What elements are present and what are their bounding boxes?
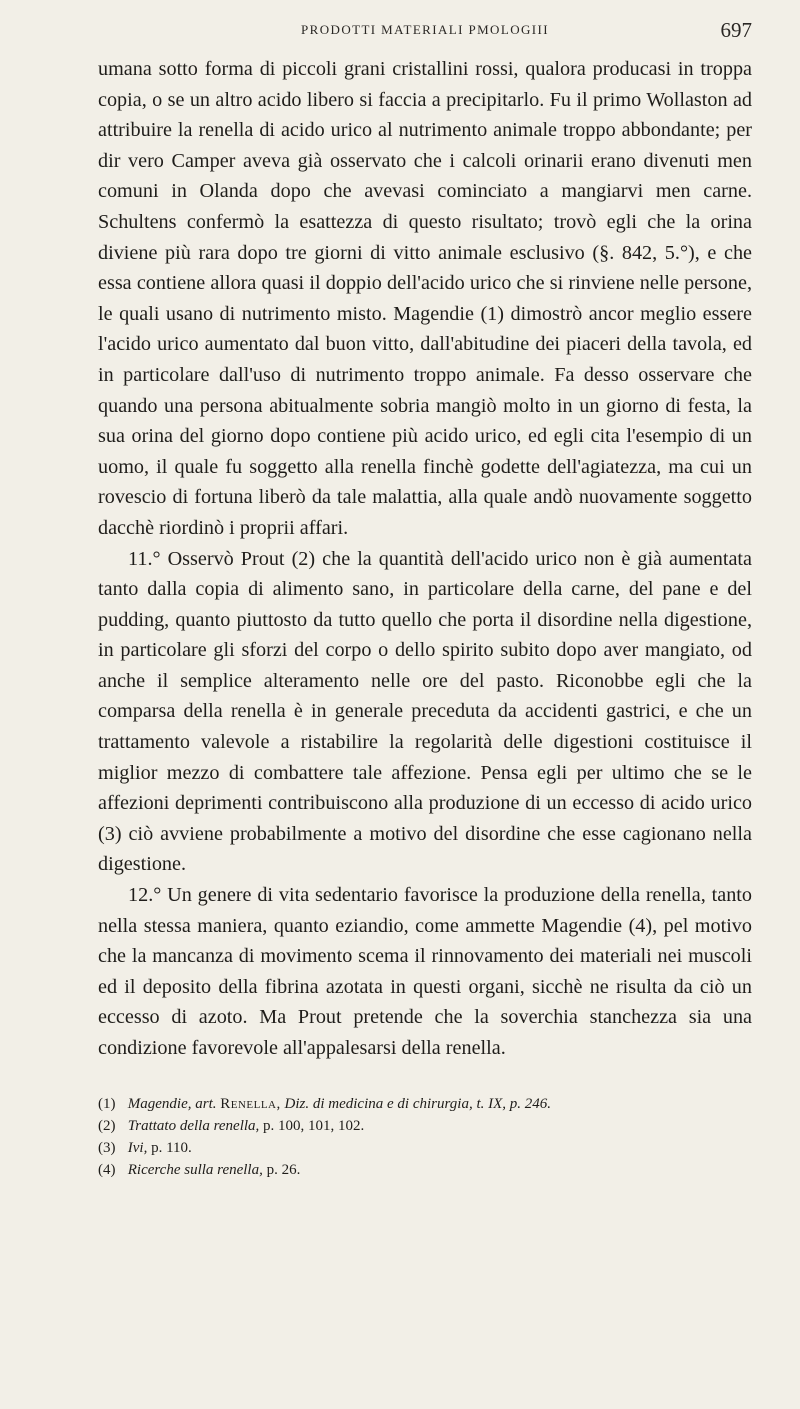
footnote-author: Magendie, art. bbox=[127, 1095, 217, 1112]
footnote-work: Trattato della renella, bbox=[127, 1117, 260, 1134]
footnote-number: (1) bbox=[98, 1095, 116, 1112]
footnote-3 bbox=[98, 1138, 752, 1159]
footnote-1 bbox=[98, 1094, 752, 1115]
paragraph-12: 12.° Un genere di vita sedentario favorisce la produzione della renella, tanto nella stessa maniera, quanto eziandio, come ammette Magendie (4), pel motivo che la mancanza di movimento scema il rinnovamento dei materiali nei muscoli ed il deposito della fibrina azotata in questi organi, sicchè ne risulta da ciò un eccesso di azoto. Ma Prout pretende che la soverchia stanchezza sia una condizione favorevole all'appalesarsi della renella. bbox=[98, 884, 752, 1059]
footnote-ref: p. 100, 101, 102. bbox=[263, 1117, 365, 1134]
footnote-4 bbox=[98, 1160, 752, 1181]
footnote-ref: p. 26. bbox=[266, 1161, 301, 1178]
running-head bbox=[98, 18, 752, 52]
footnote-ref: t. IX, p. 246. bbox=[476, 1095, 552, 1112]
paragraph-continuation: umana sotto forma di piccoli grani cristallini rossi, qualora producasi in troppa copia, o se un altro acido libero si faccia a precipitarlo. Fu il primo Wollaston ad attribuire la renella di acido urico al nutrimento animale troppo abbondante; per dir vero Camper aveva già osservato che i calcoli orinarii erano divenuti men comuni in Olanda dopo che avevasi cominciato a mangiarvi men carne. Schultens confermò la esattezza di questo risultato; trovò egli che la orina diviene più rara dopo tre giorni di vitto animale esclusivo (§. 842, 5.°), e che essa contiene allora quasi il doppio dell'acido urico che si rinviene nelle persone, le quali usano di nutrimento misto. Magendie (1) dimostrò ancor meglio essere l'acido urico aumentato dal buon vitto, dall'abitudine dei piaceri della tavola, ed in particolare dall'uso di nutrimento troppo animale. Fa desso osservare che quando una persona abitualmente sobria mangiò molto in un giorno di festa, la sua orina del giorno dopo contiene più acido urico, ed egli cita l'esempio di un uomo, il quale fu soggetto alla renella finchè godette dell'agiatezza, ma cui un rovescio di fortuna liberò da tale malattia, alla quale andò nuovamente soggetto dacchè riordinò i proprii affari. bbox=[98, 58, 752, 539]
footnote-editor: Renella, bbox=[220, 1095, 281, 1112]
page-number: 697 bbox=[720, 18, 752, 42]
footnote-2 bbox=[98, 1116, 752, 1137]
footnote-work: Diz. di medicina e di chirurgia, bbox=[284, 1095, 473, 1112]
footnote-work: Ivi, bbox=[127, 1139, 148, 1156]
footnotes bbox=[98, 1094, 752, 1181]
footnote-ref: p. 110. bbox=[151, 1139, 192, 1156]
footnote-number: (2) bbox=[98, 1117, 116, 1134]
footnote-number: (3) bbox=[98, 1139, 116, 1156]
body-text bbox=[98, 54, 752, 1064]
footnote-work: Ricerche sulla renella, bbox=[127, 1161, 263, 1178]
paragraph-11: 11.° Osservò Prout (2) che la quantità dell'acido urico non è già aumentata tanto dalla copia di alimento sano, in particolare della carne, del pane e del pudding, quanto piuttosto da tutto quello che porta il disordine nella digestione, in particolare gli sforzi del corpo o dello spirito subito dopo aver mangiato, od anche il semplice alteramento nelle ore del pasto. Riconobbe egli che la comparsa della renella è in generale preceduta da accidenti gastrici, e che un trattamento valevole a ristabilire la regolarità delle digestioni costituisce il miglior mezzo di combattere tale affezione. Pensa egli per ultimo che se le affezioni deprimenti contribuiscono alla produzione di un eccesso di acido urico (3) ciò avviene probabilmente a motivo del disordine che esse cagionano nella digestione. bbox=[98, 547, 752, 876]
running-title: PRODOTTI MATERIALI PMOLOGIII bbox=[301, 22, 549, 37]
footnote-number: (4) bbox=[98, 1161, 116, 1178]
